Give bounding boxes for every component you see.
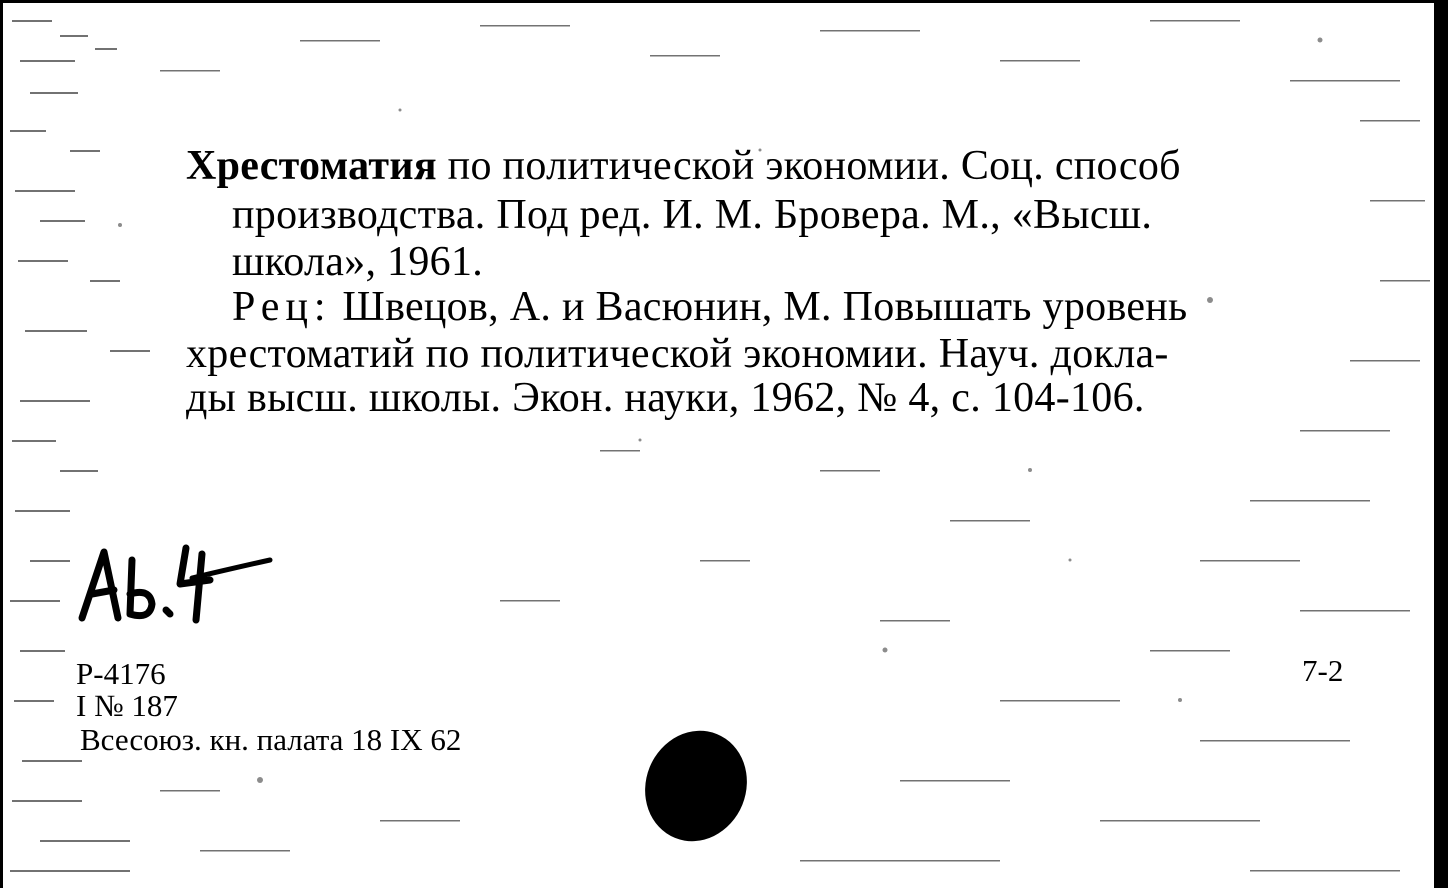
entry-line-3: школа», 1961. (232, 239, 484, 285)
card-right-edge (1434, 0, 1448, 888)
review-line-1 (232, 283, 1188, 331)
entry-line-1-rest: по политической экономии. Соц. способ (447, 143, 1181, 189)
entry-line-1 (186, 142, 1181, 190)
card-top-edge (0, 0, 1448, 3)
entry-title-word: Хрестоматия (186, 143, 437, 189)
review-line-3: ды высш. школы. Экон. науки, 1962, № 4, с. 104-106. (186, 375, 1145, 421)
review-line-2: хрестоматий по политической экономии. Науч. докла- (186, 331, 1169, 377)
card-number: I № 187 (76, 688, 178, 723)
card-code: Р-4176 (76, 656, 166, 691)
entry-line-2: производства. Под ред. И. М. Бровера. М., «Высш. (232, 192, 1153, 238)
review-label: Рец: (232, 284, 332, 330)
handwritten-shelf-mark (74, 540, 284, 630)
card-index: 7-2 (1302, 653, 1344, 688)
card-left-edge (0, 0, 3, 888)
review-line-1-rest: Швецов, А. и Васюнин, М. Повышать уровень (342, 284, 1188, 330)
book-chamber-stamp: Всесоюз. кн. палата 18 IX 62 (80, 722, 462, 757)
